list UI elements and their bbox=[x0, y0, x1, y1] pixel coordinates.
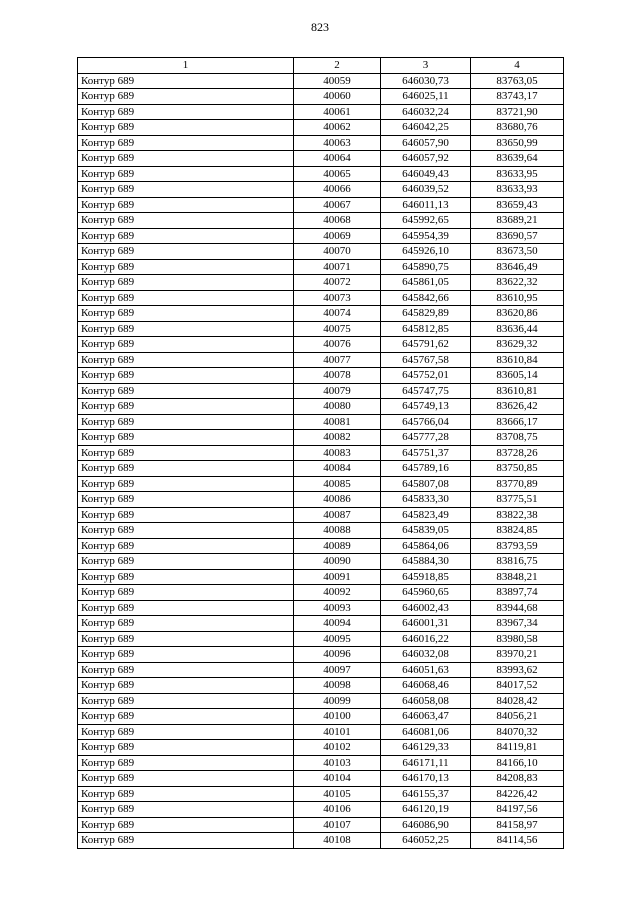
point-number-cell: 40085 bbox=[294, 476, 381, 492]
contour-name-cell: Контур 689 bbox=[78, 89, 294, 105]
point-number-cell: 40100 bbox=[294, 709, 381, 725]
point-number-cell: 40096 bbox=[294, 647, 381, 663]
x-coordinate-cell: 645839,05 bbox=[381, 523, 471, 539]
table-row bbox=[78, 275, 564, 291]
y-coordinate-cell: 83721,90 bbox=[471, 104, 564, 120]
table-row bbox=[78, 89, 564, 105]
x-coordinate-cell: 645807,08 bbox=[381, 476, 471, 492]
table-row bbox=[78, 833, 564, 849]
point-number-cell: 40103 bbox=[294, 755, 381, 771]
point-number-cell: 40070 bbox=[294, 244, 381, 260]
point-number-cell: 40071 bbox=[294, 259, 381, 275]
point-number-cell: 40086 bbox=[294, 492, 381, 508]
point-number-cell: 40099 bbox=[294, 693, 381, 709]
x-coordinate-cell: 645884,30 bbox=[381, 554, 471, 570]
y-coordinate-cell: 83626,42 bbox=[471, 399, 564, 415]
table-header-row bbox=[78, 58, 564, 74]
contour-name-cell: Контур 689 bbox=[78, 554, 294, 570]
coordinates-table bbox=[77, 57, 564, 849]
x-coordinate-cell: 645747,75 bbox=[381, 383, 471, 399]
table-row bbox=[78, 461, 564, 477]
point-number-cell: 40073 bbox=[294, 290, 381, 306]
y-coordinate-cell: 83622,32 bbox=[471, 275, 564, 291]
table-row bbox=[78, 600, 564, 616]
x-coordinate-cell: 645954,39 bbox=[381, 228, 471, 244]
contour-name-cell: Контур 689 bbox=[78, 802, 294, 818]
x-coordinate-cell: 646052,25 bbox=[381, 833, 471, 849]
contour-name-cell: Контур 689 bbox=[78, 244, 294, 260]
y-coordinate-cell: 84070,32 bbox=[471, 724, 564, 740]
x-coordinate-cell: 645789,16 bbox=[381, 461, 471, 477]
y-coordinate-cell: 84056,21 bbox=[471, 709, 564, 725]
point-number-cell: 40104 bbox=[294, 771, 381, 787]
column-header-3: 3 bbox=[381, 58, 471, 74]
point-number-cell: 40074 bbox=[294, 306, 381, 322]
x-coordinate-cell: 645812,85 bbox=[381, 321, 471, 337]
contour-name-cell: Контур 689 bbox=[78, 786, 294, 802]
contour-name-cell: Контур 689 bbox=[78, 538, 294, 554]
x-coordinate-cell: 646016,22 bbox=[381, 631, 471, 647]
point-number-cell: 40059 bbox=[294, 73, 381, 89]
contour-name-cell: Контур 689 bbox=[78, 724, 294, 740]
y-coordinate-cell: 83639,64 bbox=[471, 151, 564, 167]
table-row bbox=[78, 492, 564, 508]
page-number: 823 bbox=[311, 20, 329, 34]
point-number-cell: 40063 bbox=[294, 135, 381, 151]
contour-name-cell: Контур 689 bbox=[78, 197, 294, 213]
contour-name-cell: Контур 689 bbox=[78, 523, 294, 539]
x-coordinate-cell: 645842,66 bbox=[381, 290, 471, 306]
point-number-cell: 40062 bbox=[294, 120, 381, 136]
x-coordinate-cell: 645992,65 bbox=[381, 213, 471, 229]
column-header-2: 2 bbox=[294, 58, 381, 74]
x-coordinate-cell: 645833,30 bbox=[381, 492, 471, 508]
x-coordinate-cell: 646025,11 bbox=[381, 89, 471, 105]
contour-name-cell: Контур 689 bbox=[78, 182, 294, 198]
contour-name-cell: Контур 689 bbox=[78, 740, 294, 756]
point-number-cell: 40069 bbox=[294, 228, 381, 244]
y-coordinate-cell: 83822,38 bbox=[471, 507, 564, 523]
x-coordinate-cell: 645829,89 bbox=[381, 306, 471, 322]
table-row bbox=[78, 399, 564, 415]
point-number-cell: 40067 bbox=[294, 197, 381, 213]
y-coordinate-cell: 83770,89 bbox=[471, 476, 564, 492]
table-row bbox=[78, 73, 564, 89]
table-row bbox=[78, 554, 564, 570]
table-row bbox=[78, 802, 564, 818]
point-number-cell: 40087 bbox=[294, 507, 381, 523]
x-coordinate-cell: 645918,85 bbox=[381, 569, 471, 585]
contour-name-cell: Контур 689 bbox=[78, 693, 294, 709]
point-number-cell: 40060 bbox=[294, 89, 381, 105]
table-row bbox=[78, 709, 564, 725]
contour-name-cell: Контур 689 bbox=[78, 306, 294, 322]
y-coordinate-cell: 83629,32 bbox=[471, 337, 564, 353]
contour-name-cell: Контур 689 bbox=[78, 259, 294, 275]
y-coordinate-cell: 84158,97 bbox=[471, 817, 564, 833]
contour-name-cell: Контур 689 bbox=[78, 135, 294, 151]
contour-name-cell: Контур 689 bbox=[78, 647, 294, 663]
contour-name-cell: Контур 689 bbox=[78, 461, 294, 477]
y-coordinate-cell: 83970,21 bbox=[471, 647, 564, 663]
table-row bbox=[78, 476, 564, 492]
table-row bbox=[78, 352, 564, 368]
point-number-cell: 40089 bbox=[294, 538, 381, 554]
x-coordinate-cell: 645823,49 bbox=[381, 507, 471, 523]
point-number-cell: 40088 bbox=[294, 523, 381, 539]
y-coordinate-cell: 83743,17 bbox=[471, 89, 564, 105]
x-coordinate-cell: 646001,31 bbox=[381, 616, 471, 632]
y-coordinate-cell: 84017,52 bbox=[471, 678, 564, 694]
x-coordinate-cell: 645960,65 bbox=[381, 585, 471, 601]
point-number-cell: 40092 bbox=[294, 585, 381, 601]
table-row bbox=[78, 678, 564, 694]
contour-name-cell: Контур 689 bbox=[78, 368, 294, 384]
table-row bbox=[78, 166, 564, 182]
point-number-cell: 40080 bbox=[294, 399, 381, 415]
contour-name-cell: Контур 689 bbox=[78, 290, 294, 306]
y-coordinate-cell: 83689,21 bbox=[471, 213, 564, 229]
x-coordinate-cell: 646068,46 bbox=[381, 678, 471, 694]
y-coordinate-cell: 83673,50 bbox=[471, 244, 564, 260]
x-coordinate-cell: 646063,47 bbox=[381, 709, 471, 725]
point-number-cell: 40068 bbox=[294, 213, 381, 229]
table-row bbox=[78, 182, 564, 198]
y-coordinate-cell: 83775,51 bbox=[471, 492, 564, 508]
table-row bbox=[78, 120, 564, 136]
point-number-cell: 40065 bbox=[294, 166, 381, 182]
y-coordinate-cell: 84166,10 bbox=[471, 755, 564, 771]
point-number-cell: 40083 bbox=[294, 445, 381, 461]
y-coordinate-cell: 83980,58 bbox=[471, 631, 564, 647]
contour-name-cell: Контур 689 bbox=[78, 104, 294, 120]
column-header-1: 1 bbox=[78, 58, 294, 74]
x-coordinate-cell: 646057,92 bbox=[381, 151, 471, 167]
contour-name-cell: Контур 689 bbox=[78, 430, 294, 446]
table-row bbox=[78, 538, 564, 554]
contour-name-cell: Контур 689 bbox=[78, 833, 294, 849]
y-coordinate-cell: 83690,57 bbox=[471, 228, 564, 244]
contour-name-cell: Контур 689 bbox=[78, 476, 294, 492]
contour-name-cell: Контур 689 bbox=[78, 321, 294, 337]
x-coordinate-cell: 646032,24 bbox=[381, 104, 471, 120]
table-row bbox=[78, 569, 564, 585]
y-coordinate-cell: 84208,83 bbox=[471, 771, 564, 787]
contour-name-cell: Контур 689 bbox=[78, 507, 294, 523]
contour-name-cell: Контур 689 bbox=[78, 445, 294, 461]
x-coordinate-cell: 645791,62 bbox=[381, 337, 471, 353]
contour-name-cell: Контур 689 bbox=[78, 678, 294, 694]
contour-name-cell: Контур 689 bbox=[78, 709, 294, 725]
table-row bbox=[78, 740, 564, 756]
table-row bbox=[78, 104, 564, 120]
point-number-cell: 40093 bbox=[294, 600, 381, 616]
contour-name-cell: Контур 689 bbox=[78, 631, 294, 647]
y-coordinate-cell: 83816,75 bbox=[471, 554, 564, 570]
y-coordinate-cell: 83897,74 bbox=[471, 585, 564, 601]
point-number-cell: 40094 bbox=[294, 616, 381, 632]
x-coordinate-cell: 645752,01 bbox=[381, 368, 471, 384]
y-coordinate-cell: 83708,75 bbox=[471, 430, 564, 446]
point-number-cell: 40098 bbox=[294, 678, 381, 694]
y-coordinate-cell: 84028,42 bbox=[471, 693, 564, 709]
x-coordinate-cell: 646129,33 bbox=[381, 740, 471, 756]
table-row bbox=[78, 724, 564, 740]
table-row bbox=[78, 771, 564, 787]
x-coordinate-cell: 646057,90 bbox=[381, 135, 471, 151]
point-number-cell: 40106 bbox=[294, 802, 381, 818]
y-coordinate-cell: 84114,56 bbox=[471, 833, 564, 849]
y-coordinate-cell: 83967,34 bbox=[471, 616, 564, 632]
point-number-cell: 40072 bbox=[294, 275, 381, 291]
x-coordinate-cell: 646049,43 bbox=[381, 166, 471, 182]
table-row bbox=[78, 585, 564, 601]
point-number-cell: 40091 bbox=[294, 569, 381, 585]
point-number-cell: 40066 bbox=[294, 182, 381, 198]
y-coordinate-cell: 83680,76 bbox=[471, 120, 564, 136]
contour-name-cell: Контур 689 bbox=[78, 275, 294, 291]
point-number-cell: 40101 bbox=[294, 724, 381, 740]
y-coordinate-cell: 83610,81 bbox=[471, 383, 564, 399]
x-coordinate-cell: 645890,75 bbox=[381, 259, 471, 275]
table-row bbox=[78, 817, 564, 833]
point-number-cell: 40082 bbox=[294, 430, 381, 446]
x-coordinate-cell: 646039,52 bbox=[381, 182, 471, 198]
table-body bbox=[78, 73, 564, 848]
y-coordinate-cell: 83646,49 bbox=[471, 259, 564, 275]
table-row bbox=[78, 755, 564, 771]
contour-name-cell: Контур 689 bbox=[78, 600, 294, 616]
x-coordinate-cell: 646155,37 bbox=[381, 786, 471, 802]
table-row bbox=[78, 631, 564, 647]
x-coordinate-cell: 646081,06 bbox=[381, 724, 471, 740]
x-coordinate-cell: 645777,28 bbox=[381, 430, 471, 446]
point-number-cell: 40108 bbox=[294, 833, 381, 849]
y-coordinate-cell: 84197,56 bbox=[471, 802, 564, 818]
contour-name-cell: Контур 689 bbox=[78, 151, 294, 167]
y-coordinate-cell: 83824,85 bbox=[471, 523, 564, 539]
y-coordinate-cell: 83620,86 bbox=[471, 306, 564, 322]
contour-name-cell: Контур 689 bbox=[78, 492, 294, 508]
y-coordinate-cell: 83605,14 bbox=[471, 368, 564, 384]
table-row bbox=[78, 306, 564, 322]
y-coordinate-cell: 83650,99 bbox=[471, 135, 564, 151]
point-number-cell: 40078 bbox=[294, 368, 381, 384]
contour-name-cell: Контур 689 bbox=[78, 414, 294, 430]
y-coordinate-cell: 83633,93 bbox=[471, 182, 564, 198]
point-number-cell: 40102 bbox=[294, 740, 381, 756]
y-coordinate-cell: 83763,05 bbox=[471, 73, 564, 89]
column-header-4: 4 bbox=[471, 58, 564, 74]
y-coordinate-cell: 83636,44 bbox=[471, 321, 564, 337]
x-coordinate-cell: 646058,08 bbox=[381, 693, 471, 709]
x-coordinate-cell: 646011,13 bbox=[381, 197, 471, 213]
y-coordinate-cell: 83993,62 bbox=[471, 662, 564, 678]
y-coordinate-cell: 83610,84 bbox=[471, 352, 564, 368]
x-coordinate-cell: 646042,25 bbox=[381, 120, 471, 136]
table-row bbox=[78, 228, 564, 244]
x-coordinate-cell: 646171,11 bbox=[381, 755, 471, 771]
x-coordinate-cell: 645861,05 bbox=[381, 275, 471, 291]
y-coordinate-cell: 83633,95 bbox=[471, 166, 564, 182]
contour-name-cell: Контур 689 bbox=[78, 213, 294, 229]
point-number-cell: 40076 bbox=[294, 337, 381, 353]
x-coordinate-cell: 646002,43 bbox=[381, 600, 471, 616]
contour-name-cell: Контур 689 bbox=[78, 616, 294, 632]
point-number-cell: 40097 bbox=[294, 662, 381, 678]
y-coordinate-cell: 84119,81 bbox=[471, 740, 564, 756]
contour-name-cell: Контур 689 bbox=[78, 817, 294, 833]
contour-name-cell: Контур 689 bbox=[78, 662, 294, 678]
point-number-cell: 40075 bbox=[294, 321, 381, 337]
point-number-cell: 40081 bbox=[294, 414, 381, 430]
y-coordinate-cell: 84226,42 bbox=[471, 786, 564, 802]
y-coordinate-cell: 83848,21 bbox=[471, 569, 564, 585]
y-coordinate-cell: 83610,95 bbox=[471, 290, 564, 306]
table-row bbox=[78, 259, 564, 275]
table-row bbox=[78, 662, 564, 678]
y-coordinate-cell: 83659,43 bbox=[471, 197, 564, 213]
y-coordinate-cell: 83666,17 bbox=[471, 414, 564, 430]
contour-name-cell: Контур 689 bbox=[78, 399, 294, 415]
point-number-cell: 40090 bbox=[294, 554, 381, 570]
table-row bbox=[78, 383, 564, 399]
table-row bbox=[78, 368, 564, 384]
contour-name-cell: Контур 689 bbox=[78, 166, 294, 182]
table-row bbox=[78, 693, 564, 709]
table-row bbox=[78, 616, 564, 632]
x-coordinate-cell: 646032,08 bbox=[381, 647, 471, 663]
contour-name-cell: Контур 689 bbox=[78, 120, 294, 136]
point-number-cell: 40084 bbox=[294, 461, 381, 477]
point-number-cell: 40095 bbox=[294, 631, 381, 647]
contour-name-cell: Контур 689 bbox=[78, 755, 294, 771]
table-row bbox=[78, 430, 564, 446]
table-row bbox=[78, 321, 564, 337]
contour-name-cell: Контур 689 bbox=[78, 228, 294, 244]
table-row bbox=[78, 213, 564, 229]
table-row bbox=[78, 337, 564, 353]
x-coordinate-cell: 645926,10 bbox=[381, 244, 471, 260]
x-coordinate-cell: 646030,73 bbox=[381, 73, 471, 89]
x-coordinate-cell: 645751,37 bbox=[381, 445, 471, 461]
point-number-cell: 40064 bbox=[294, 151, 381, 167]
table-row bbox=[78, 135, 564, 151]
x-coordinate-cell: 645767,58 bbox=[381, 352, 471, 368]
x-coordinate-cell: 646051,63 bbox=[381, 662, 471, 678]
x-coordinate-cell: 645766,04 bbox=[381, 414, 471, 430]
point-number-cell: 40107 bbox=[294, 817, 381, 833]
table-row bbox=[78, 647, 564, 663]
table-row bbox=[78, 786, 564, 802]
contour-name-cell: Контур 689 bbox=[78, 383, 294, 399]
contour-name-cell: Контур 689 bbox=[78, 337, 294, 353]
table-row bbox=[78, 290, 564, 306]
contour-name-cell: Контур 689 bbox=[78, 585, 294, 601]
table-row bbox=[78, 151, 564, 167]
y-coordinate-cell: 83750,85 bbox=[471, 461, 564, 477]
contour-name-cell: Контур 689 bbox=[78, 73, 294, 89]
point-number-cell: 40077 bbox=[294, 352, 381, 368]
x-coordinate-cell: 645864,06 bbox=[381, 538, 471, 554]
table-row bbox=[78, 523, 564, 539]
point-number-cell: 40079 bbox=[294, 383, 381, 399]
table-row bbox=[78, 244, 564, 260]
point-number-cell: 40061 bbox=[294, 104, 381, 120]
table-row bbox=[78, 445, 564, 461]
x-coordinate-cell: 646120,19 bbox=[381, 802, 471, 818]
x-coordinate-cell: 645749,13 bbox=[381, 399, 471, 415]
y-coordinate-cell: 83944,68 bbox=[471, 600, 564, 616]
table-row bbox=[78, 197, 564, 213]
y-coordinate-cell: 83793,59 bbox=[471, 538, 564, 554]
x-coordinate-cell: 646086,90 bbox=[381, 817, 471, 833]
x-coordinate-cell: 646170,13 bbox=[381, 771, 471, 787]
table-row bbox=[78, 507, 564, 523]
table-row bbox=[78, 414, 564, 430]
contour-name-cell: Контур 689 bbox=[78, 771, 294, 787]
contour-name-cell: Контур 689 bbox=[78, 569, 294, 585]
contour-name-cell: Контур 689 bbox=[78, 352, 294, 368]
point-number-cell: 40105 bbox=[294, 786, 381, 802]
y-coordinate-cell: 83728,26 bbox=[471, 445, 564, 461]
